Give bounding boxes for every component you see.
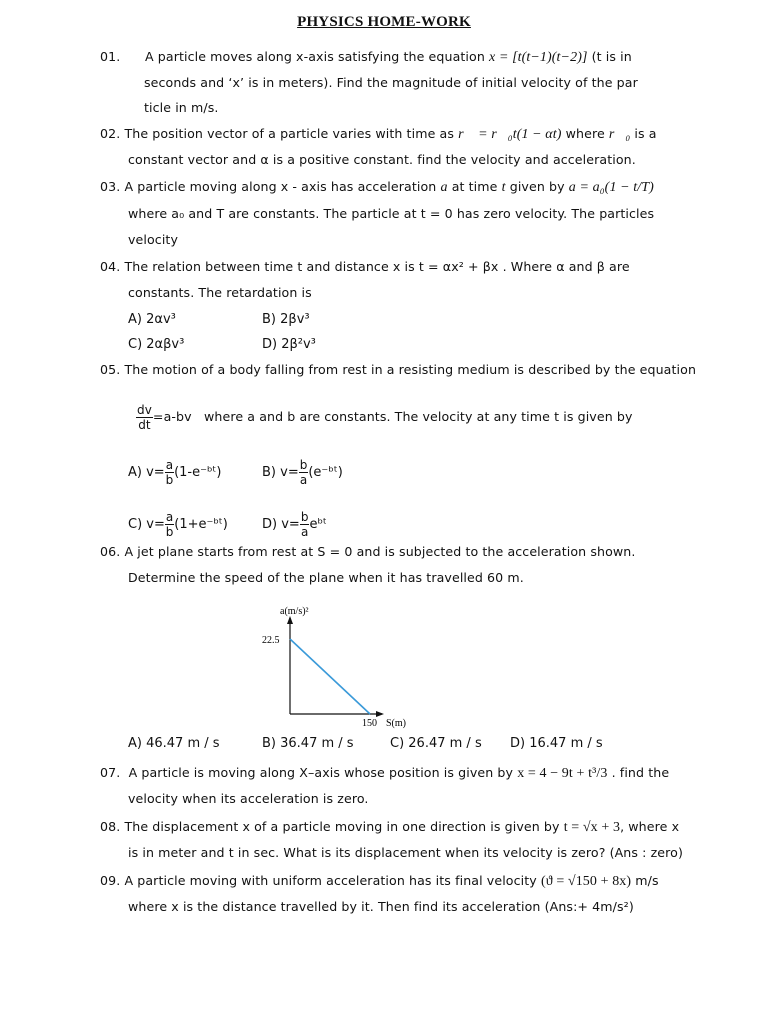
q05-option-b bbox=[262, 458, 343, 487]
q01-number: 01. bbox=[100, 49, 121, 64]
graph-x-axis-label: S(m) bbox=[386, 718, 406, 729]
q07-text-post: . find the bbox=[611, 765, 670, 780]
q03-a: a bbox=[440, 180, 448, 195]
q03-line1 bbox=[100, 178, 654, 197]
q01-text-post: (t is in bbox=[591, 49, 632, 64]
q02-where: where bbox=[565, 126, 605, 141]
q03-line2: where a₀ and T are constants. The particle at t = 0 has zero velocity. The particles bbox=[128, 206, 655, 221]
graph-y-tick-label: 22.5 bbox=[262, 635, 280, 646]
q05-option-c-den: b bbox=[165, 525, 174, 539]
q03-text: A particle moving along x - axis has acceleration bbox=[124, 179, 437, 194]
q05-option-c-label: C) bbox=[128, 517, 143, 532]
q05-option-c bbox=[128, 510, 228, 539]
q05-option-c-frac bbox=[165, 510, 174, 539]
q08-number: 08. bbox=[100, 819, 121, 834]
q05-number: 05. bbox=[100, 362, 121, 377]
q05-option-d-label: D) bbox=[262, 517, 278, 532]
q02-text: The position vector of a particle varies with time as bbox=[124, 126, 454, 141]
q04-option-a: A) 2αv³ bbox=[128, 312, 176, 327]
q06-option-b bbox=[262, 736, 354, 751]
q05-option-d-post: eᵇᵗ bbox=[309, 517, 327, 532]
q01-equation: x = [t(t−1)(t−2)] bbox=[489, 50, 588, 65]
q06-option-d bbox=[510, 736, 603, 751]
q06-line1 bbox=[100, 543, 635, 561]
q02-r0: r⃗₀ bbox=[608, 127, 631, 142]
q04-line1 bbox=[100, 258, 630, 276]
q07-number: 07. bbox=[100, 765, 121, 780]
q05-option-b-frac bbox=[299, 458, 309, 487]
q09-equation: (ϑ = √150 + 8x) bbox=[540, 874, 632, 889]
q07-line2: velocity when its acceleration is zero. bbox=[128, 791, 369, 806]
q05-eq-numerator: dv bbox=[137, 403, 152, 417]
q07-equation: x = 4 − 9t + t³/3 bbox=[517, 766, 608, 781]
q05-option-c-post: (1+e⁻ᵇᵗ) bbox=[174, 517, 228, 532]
q01-line3: ticle in m/s. bbox=[144, 100, 219, 115]
q09-line2: where x is the distance travelled by it. Then find its acceleration (Ans:+ 4m/s²) bbox=[128, 899, 634, 914]
q07-text: A particle is moving along X–axis whose position is given by bbox=[128, 765, 514, 780]
q06-option-c-text: C) 26.47 m / s bbox=[390, 736, 482, 751]
q05-eq-rest: =a-bv bbox=[152, 409, 192, 424]
q05-option-b-label: B) bbox=[262, 465, 276, 480]
q05-option-a-label: A) bbox=[128, 465, 142, 480]
q05-option-c-num: a bbox=[165, 510, 174, 524]
q04-option-d: D) 2β²v³ bbox=[262, 337, 316, 352]
q05-option-b-den: a bbox=[299, 473, 308, 487]
q01-line2: seconds and ‘x’ is in meters). Find the magnitude of initial velocity of the par bbox=[144, 75, 638, 90]
page-title: PHYSICS HOME-WORK bbox=[297, 14, 471, 30]
q03-number: 03. bbox=[100, 179, 121, 194]
q09-line1 bbox=[100, 872, 659, 891]
q05-option-a bbox=[128, 458, 221, 487]
q09-text-post: m/s bbox=[635, 873, 659, 888]
q06-option-c bbox=[390, 736, 482, 751]
q05-option-a-post: (1-e⁻ᵇᵗ) bbox=[174, 465, 222, 480]
q05-option-a-pre: v= bbox=[146, 465, 165, 480]
q05-text2: where a and b are constants. The velocity at any time t is given by bbox=[204, 409, 633, 424]
q02-line1 bbox=[100, 125, 657, 144]
q05-option-a-frac bbox=[165, 458, 174, 487]
graph-y-axis-arrow bbox=[287, 616, 293, 624]
q08-line1 bbox=[100, 818, 679, 837]
q03-equation: a = a₀(1 − t/T) bbox=[568, 180, 654, 195]
q06-option-a-text: A) 46.47 m / s bbox=[128, 736, 220, 751]
q06-option-b-text: B) 36.47 m / s bbox=[262, 736, 354, 751]
q05-option-c-pre: v= bbox=[146, 517, 165, 532]
q04-line2: constants. The retardation is bbox=[128, 285, 312, 300]
q05-option-d-pre: v= bbox=[281, 517, 300, 532]
q06-line2: Determine the speed of the plane when it has travelled 60 m. bbox=[128, 570, 524, 585]
graph-series-line bbox=[290, 639, 370, 714]
graph-x-axis-arrow bbox=[376, 711, 384, 717]
q03-text-post: given by bbox=[509, 179, 565, 194]
graph-x-tick-label: 150 bbox=[362, 718, 377, 729]
q08-equation: t = √x + 3 bbox=[563, 820, 621, 835]
q04-option-c: C) 2αβv³ bbox=[128, 337, 185, 352]
q09-text: A particle moving with uniform acceleration has its final velocity bbox=[124, 873, 537, 888]
q05-option-a-den: b bbox=[165, 473, 174, 487]
graph-y-axis-label: a(m/s)² bbox=[280, 606, 309, 617]
q05-option-d bbox=[262, 510, 327, 539]
q04-number: 04. bbox=[100, 259, 121, 274]
q06-option-d-text: D) 16.47 m / s bbox=[510, 736, 603, 751]
q06-text: A jet plane starts from rest at S = 0 and is subjected to the acceleration shown. bbox=[124, 544, 636, 559]
q08-text-post: , where x bbox=[620, 819, 680, 834]
q04-text: The relation between time t and distance x is t = αx² + βx . Where α and β are bbox=[124, 259, 630, 274]
q03-line3: velocity bbox=[128, 232, 179, 247]
q04-option-b: B) 2βv³ bbox=[262, 312, 310, 327]
q02-text-post: is a bbox=[634, 126, 657, 141]
q05-option-b-num: b bbox=[299, 458, 308, 472]
q06-number: 06. bbox=[100, 544, 121, 559]
q05-text: The motion of a body falling from rest in a resisting medium is described by the equation bbox=[124, 362, 697, 377]
q01-text: A particle moves along x-axis satisfying the equation bbox=[144, 49, 485, 64]
q05-derivative bbox=[136, 403, 153, 432]
q05-option-b-post: (e⁻ᵇᵗ) bbox=[308, 465, 343, 480]
q08-text: The displacement x of a particle moving in one direction is given by bbox=[124, 819, 560, 834]
acceleration-graph bbox=[250, 604, 410, 734]
q05-eq-denominator: dt bbox=[138, 418, 151, 432]
q02-number: 02. bbox=[100, 126, 121, 141]
acceleration-graph-svg bbox=[250, 604, 410, 734]
q05-option-b-pre: v= bbox=[280, 465, 299, 480]
q03-t: t bbox=[501, 180, 506, 195]
q06-option-a bbox=[128, 736, 220, 751]
q02-line2: constant vector and α is a positive constant. find the velocity and acceleration. bbox=[128, 152, 636, 167]
q05-option-d-num: b bbox=[300, 510, 309, 524]
q02-equation: r⃗ = r⃗₀t(1 − αt) bbox=[458, 127, 562, 142]
q05-option-d-frac bbox=[300, 510, 310, 539]
q03-text-mid: at time bbox=[451, 179, 498, 194]
q09-number: 09. bbox=[100, 873, 121, 888]
q08-line2: is in meter and t in sec. What is its displacement when its velocity is zero? (Ans : zero) bbox=[128, 845, 683, 860]
q05-line1 bbox=[100, 361, 696, 379]
q01-line1 bbox=[100, 48, 632, 67]
q05-option-a-num: a bbox=[165, 458, 174, 472]
q05-option-d-den: a bbox=[300, 525, 309, 539]
q07-line1 bbox=[100, 764, 669, 783]
q05-line2 bbox=[136, 403, 633, 432]
